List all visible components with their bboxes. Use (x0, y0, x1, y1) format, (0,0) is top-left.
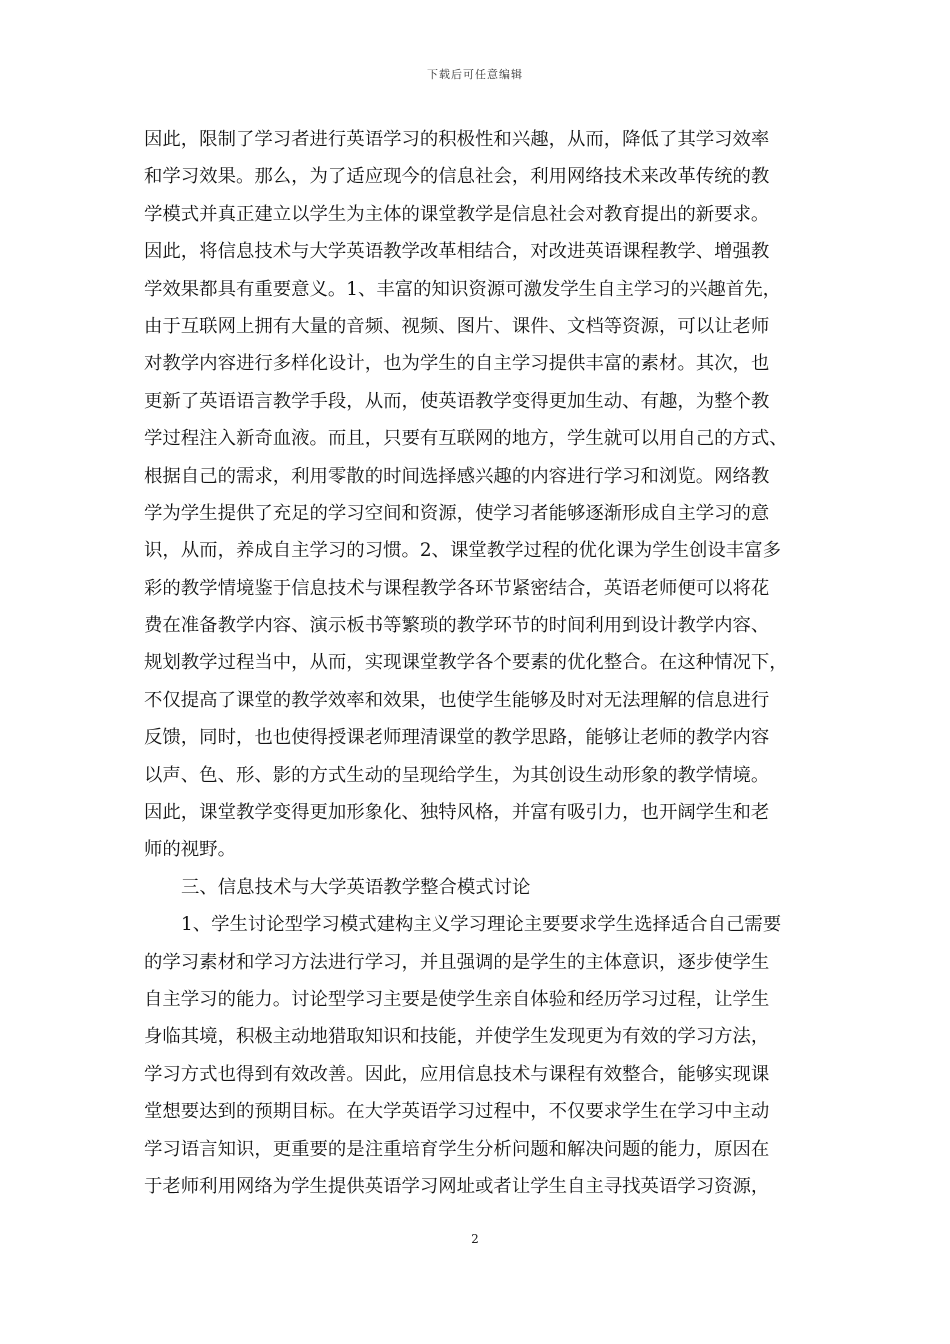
text-line: 因此，将信息技术与大学英语教学改革相结合，对改进英语课程教学、增强教 (144, 241, 770, 263)
text-line: 学效果都具有重要意义。1、丰富的知识资源可激发学生自主学习的兴趣首先， (144, 278, 781, 300)
text-line: 学过程注入新奇血液。而且，只要有互联网的地方，学生就可以用自己的方式、 (144, 428, 788, 450)
text-line: 1、学生讨论型学习模式建构主义学习理论主要要求学生选择适合自己需要 (181, 914, 782, 936)
text-line: 根据自己的需求，利用零散的时间选择感兴趣的内容进行学习和浏览。网络教 (144, 465, 770, 487)
text-line: 更新了英语语言教学手段，从而，使英语教学变得更加生动、有趣，为整个教 (144, 390, 770, 412)
text-line: 学为学生提供了充足的学习空间和资源，使学习者能够逐渐形成自主学习的意 (144, 502, 770, 524)
text-line: 以声、色、形、影的方式生动的呈现给学生，为其创设生动形象的教学情境。 (144, 764, 770, 786)
text-line: 费在准备教学内容、演示板书等繁琐的教学环节的时间利用到设计教学内容、 (144, 615, 770, 637)
text-line: 学模式并真正建立以学生为主体的课堂教学是信息社会对教育提出的新要求。 (144, 203, 770, 225)
text-line: 师的视野。 (144, 839, 236, 861)
text-line: 于老师利用网络为学生提供英语学习网址或者让学生自主寻找英语学习资源， (144, 1175, 770, 1197)
text-line: 因此，限制了学习者进行英语学习的积极性和兴趣，从而，降低了其学习效率 (144, 129, 770, 150)
section-heading-3 (144, 869, 808, 906)
text-line: 学习方式也得到有效改善。因此，应用信息技术与课程有效整合，能够实现课 (144, 1063, 770, 1085)
text-line: 的学习素材和学习方法进行学习，并且强调的是学生的主体意识，逐步使学生 (144, 951, 770, 973)
text-line: 身临其境，积极主动地猎取知识和技能，并使学生发现更为有效的学习方法， (144, 1026, 770, 1048)
page-header: 下载后可任意编辑 (427, 68, 523, 81)
text-line: 不仅提高了课堂的教学效率和效果，也使学生能够及时对无法理解的信息进行 (144, 689, 770, 711)
text-line: 规划教学过程当中，从而，实现课堂教学各个要素的优化整合。在这种情况下， (144, 652, 788, 674)
text-line: 学习语言知识，更重要的是注重培育学生分析问题和解决问题的能力，原因在 (144, 1138, 770, 1160)
text-line: 识，从而，养成自主学习的习惯。2、课堂教学过程的优化课为学生创设丰富多 (144, 540, 781, 562)
text-line: 和学习效果。那么，为了适应现今的信息社会，利用网络技术来改革传统的教 (144, 166, 770, 188)
paragraph-1 (144, 121, 808, 869)
text-line: 对教学内容进行多样化设计，也为学生的自主学习提供丰富的素材。其次，也 (144, 353, 770, 375)
paragraph-2 (144, 906, 808, 1205)
text-line: 堂想要达到的预期目标。在大学英语学习过程中，不仅要求学生在学习中主动 (144, 1101, 770, 1123)
text-line: 自主学习的能力。讨论型学习主要是使学生亲自体验和经历学习过程，让学生 (144, 988, 770, 1010)
text-line: 由于互联网上拥有大量的音频、视频、图片、课件、文档等资源，可以让老师 (144, 315, 770, 337)
text-line: 因此，课堂教学变得更加形象化、独特风格，并富有吸引力，也开阔学生和老 (144, 802, 770, 824)
document-body (144, 121, 808, 1205)
page-number: 2 (471, 1232, 479, 1246)
text-line: 彩的教学情境鉴于信息技术与课程教学各环节紧密结合，英语老师便可以将花 (144, 577, 770, 599)
heading-text: 三、信息技术与大学英语教学整合模式讨论 (181, 876, 531, 898)
text-line: 反馈，同时，也也使得授课老师理清课堂的教学思路，能够让老师的教学内容 (144, 727, 770, 749)
